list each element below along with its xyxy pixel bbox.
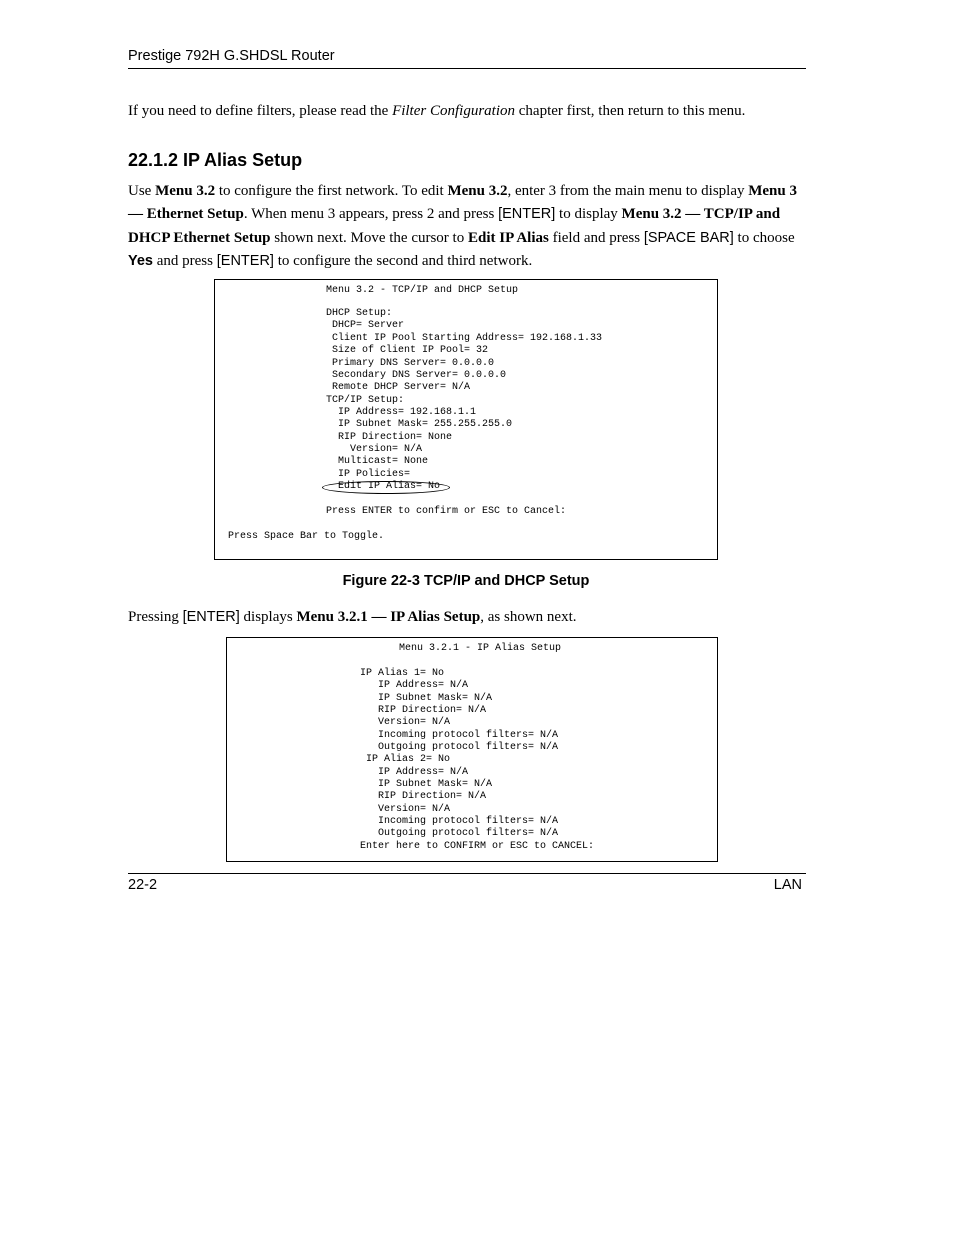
intro-paragraph: If you need to define filters, please read the Filter Configuration chapter first, then return to this menu.: [128, 103, 746, 119]
confirm-prompt: Enter here to CONFIRM or ESC to CANCEL:: [360, 841, 595, 852]
terminal-line: DHCP Setup:: [326, 308, 393, 319]
terminal-line: Multicast= None: [326, 456, 429, 467]
terminal-line: Secondary DNS Server= 0.0.0.0: [326, 370, 507, 381]
terminal-line: RIP Direction= None: [326, 432, 453, 443]
terminal-line: RIP Direction= N/A: [360, 791, 487, 802]
terminal-line: Incoming protocol filters= N/A: [360, 816, 559, 827]
terminal-line: IP Subnet Mask= 255.255.255.0: [326, 419, 513, 430]
page-footer: [128, 873, 806, 893]
body-paragraph: Use Menu 3.2 to configure the first network. To edit Menu 3.2, enter 3 from the main menu to display Menu 3 — Ethernet Setup. When menu 3 appears, press 2 and press [ENTER] to display Menu 3.2 — TCP/IP and DHCP Ethernet Setup shown next. Move the cursor to Edit IP Alias field and press [SPACE BAR] to choose Yes and press [ENTER] to configure the second and third network.: [128, 183, 797, 269]
terminal-line: Remote DHCP Server= N/A: [326, 382, 471, 393]
terminal-line: IP Policies=: [326, 469, 411, 480]
terminal-line: TCP/IP Setup:: [326, 395, 405, 406]
terminal-line: IP Address= N/A: [360, 767, 469, 778]
menu-title: Menu 3.2.1 - IP Alias Setup: [399, 643, 562, 654]
highlight-oval: [322, 481, 450, 494]
terminal-line: Version= N/A: [360, 804, 451, 815]
terminal-line: Primary DNS Server= 0.0.0.0: [326, 358, 495, 369]
terminal-line: RIP Direction= N/A: [360, 705, 487, 716]
terminal-line: IP Alias 1= No: [360, 668, 445, 679]
page-header: [128, 47, 806, 69]
terminal-line: DHCP= Server: [326, 320, 405, 331]
ip-alias-setup-screen: [226, 637, 718, 862]
terminal-line: Outgoing protocol filters= N/A: [360, 828, 559, 839]
terminal-line: Size of Client IP Pool= 32: [326, 345, 489, 356]
terminal-line: IP Alias 2= No: [360, 754, 451, 765]
terminal-line: IP Address= N/A: [360, 680, 469, 691]
header-title: Prestige 792H G.SHDSL Router: [128, 48, 335, 64]
terminal-line: Client IP Pool Starting Address= 192.168.1.33: [326, 333, 603, 344]
menu-title: Menu 3.2 - TCP/IP and DHCP Setup: [326, 285, 519, 296]
tcpip-dhcp-setup-screen: [214, 279, 718, 560]
pressing-paragraph: Pressing [ENTER] displays Menu 3.2.1 — IP Alias Setup, as shown next.: [128, 609, 577, 625]
section-heading: 22.1.2 IP Alias Setup: [128, 150, 303, 170]
terminal-line: IP Subnet Mask= N/A: [360, 779, 493, 790]
confirm-prompt: Press ENTER to confirm or ESC to Cancel:: [326, 506, 567, 517]
terminal-line: IP Address= 192.168.1.1: [326, 407, 477, 418]
terminal-line: IP Subnet Mask= N/A: [360, 693, 493, 704]
terminal-line: Version= N/A: [326, 444, 423, 455]
toggle-hint: Press Space Bar to Toggle.: [228, 531, 385, 542]
figure-caption: Figure 22-3 TCP/IP and DHCP Setup: [342, 573, 590, 589]
terminal-line: Outgoing protocol filters= N/A: [360, 742, 559, 753]
edit-ip-alias-field: Edit IP Alias= No: [326, 481, 441, 492]
chapter-name: LAN: [773, 877, 802, 893]
chapter-reference: Filter Configuration: [392, 103, 515, 119]
terminal-line: Version= N/A: [360, 717, 451, 728]
page-number: 22-2: [128, 877, 158, 893]
terminal-line: Incoming protocol filters= N/A: [360, 730, 559, 741]
